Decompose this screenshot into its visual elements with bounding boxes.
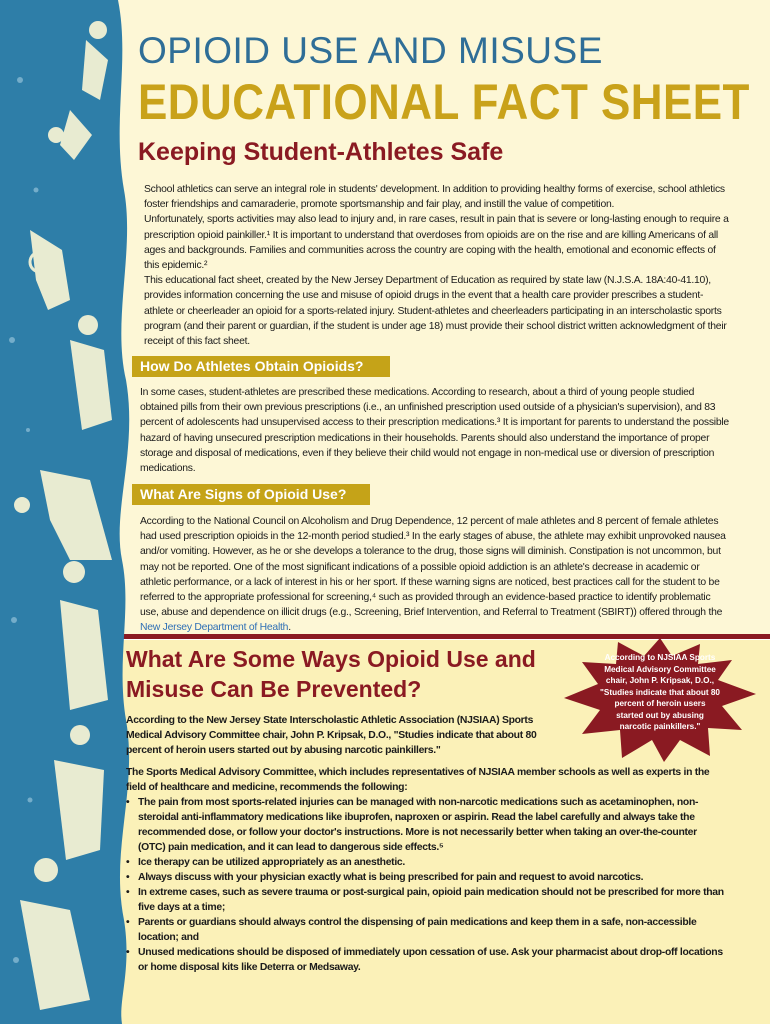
title-opioid-use-and-misuse: OPIOID USE AND MISUSE: [138, 30, 603, 71]
intro-paragraph-3: This educational fact sheet, created by the New Jersey Department of Education as required by state law (N.J.S.A. 18A:40-41.10), provides information concerning the use and misuse of opioid drugs in the event that a health care provider prescribes a student-athlete or cheerleader an opioid for a sports-related injury. Student-athletes and cheerleaders participating in an interscholastic sports program (and their parent or guardian, if the student is under age 18) must provide their school district written acknowledgment of their receipt of this fact sheet.: [144, 275, 727, 348]
section-body-signs: [140, 514, 730, 636]
callout-starburst: [560, 634, 760, 764]
subtitle: Keeping Student-Athletes Safe: [138, 138, 504, 166]
section-heading-prevention: What Are Some Ways Opioid Use and Misuse Can Be Prevented?: [126, 646, 536, 702]
recommendations-list: [126, 795, 726, 975]
list-item: • Unused medications should be disposed of immediately upon cessation of use. Ask your pharmacist about drop-off locations or home disposal kits like Deterra or Medsaway.: [126, 945, 726, 975]
prevention-intro: The Sports Medical Advisory Committee, which includes representatives of NJSIAA member schools as well as experts in the field of healthcare and medicine, recommends the following:: [126, 767, 710, 793]
intro-paragraph-2: Unfortunately, sports activities may also lead to injury and, in rare cases, result in pain that is severe or long-lasting enough to require a prescription opioid painkiller.¹ It is important to understand that overdoses from opioids are on the rise and are killing Americans of all ages and backgrounds. Families and communities across the country are coping with the health, emotional and economic effects of this epidemic.²: [144, 214, 729, 272]
section-body-obtain: In some cases, student-athletes are prescribed these medications. According to research, about a third of young people studied obtained pills from their own previous prescriptions (i.e., an unfinished prescription used outside of a physician's supervision), and 83 percent of adolescents had unsupervised access to their prescription medications.³ It is important for parents to understand the possible hazard of having unsecured prescription medications in their households. Parents should also understand the importance of proper storage and disposal of medications, even if they believe their child would not engage in non-medical use or diversion of prescription medications.: [140, 387, 729, 475]
signs-text-end: .: [288, 622, 291, 634]
list-item: • The pain from most sports-related injuries can be managed with non-narcotic medications such as acetaminophen, non-steroidal anti-inflammatory medications like ibuprofen, naproxen or aspirin. Read the label carefully and always take the recommended dose, or follow your doctor's instructions. More is not necessarily better when taking an over-the-counter (OTC) pain medication, and it can lead to dangerous side effects.⁵: [126, 795, 726, 855]
list-item: • In extreme cases, such as severe trauma or post-surgical pain, opioid pain medication should not be prescribed for more than five days at a time;: [126, 885, 726, 915]
section-heading-obtain: How Do Athletes Obtain Opioids?: [132, 356, 390, 377]
prevention-body: [126, 765, 726, 975]
callout-text: According to NJSIAA Sports Medical Advisory Committee chair, John P. Kripsak, D.O., "Studies indicate that about 80 percent of heroin users started out by abusing narcotic painkillers.": [600, 653, 720, 731]
nj-department-of-health-link[interactable]: New Jersey Department of Health: [140, 622, 289, 634]
section-heading-signs: What Are Signs of Opioid Use?: [132, 484, 370, 505]
list-item: • Parents or guardians should always control the dispensing of pain medications and keep them in a safe, non-accessible location; and: [126, 915, 726, 945]
list-item: • Always discuss with your physician exactly what is being prescribed for pain and request to avoid narcotics.: [126, 870, 726, 885]
intro-text: [144, 182, 729, 349]
title-educational-fact-sheet: EDUCATIONAL FACT SHEET: [138, 74, 750, 130]
list-item: • Ice therapy can be utilized appropriately as an anesthetic.: [126, 855, 726, 870]
signs-text: According to the National Council on Alcoholism and Drug Dependence, 12 percent of male athletes and 8 percent of female athletes had used prescription opioids in the 12-month period studied.³ In the early stages of abuse, the athlete may exhibit unprovoked nausea and/or vomiting. However, as he or she develops a tolerance to the drug, those signs will diminish. Constipation is not uncommon, but may not be reported. One of the most significant indications of a possible opioid addiction is an athlete's decrease in academic or athletic performance, or a lack of interest in his or her sport. If these warning signs are noticed, best practices call for the student to be referred to the appropriate professional for screening,⁴ such as provided through an evidence-based practice to identify problematic use, abuse and dependence on illicit drugs (e.g., Screening, Brief Intervention, and Referral to Treatment (SBIRT)) offered through the: [140, 516, 726, 619]
prevention-quote: According to the New Jersey State Interscholastic Athletic Association (NJSIAA) Sports Medical Advisory Committee chair, John P. Kripsak, D.O., "Studies indicate that about 80 percent of heroin users started out by abusing narcotic painkillers.": [126, 715, 537, 756]
intro-paragraph-1: School athletics can serve an integral role in students' development. In addition to providing healthy forms of exercise, school athletics foster friendships and camaraderie, promote sportsmanship and fair play, and instill the value of competition.: [144, 184, 725, 211]
